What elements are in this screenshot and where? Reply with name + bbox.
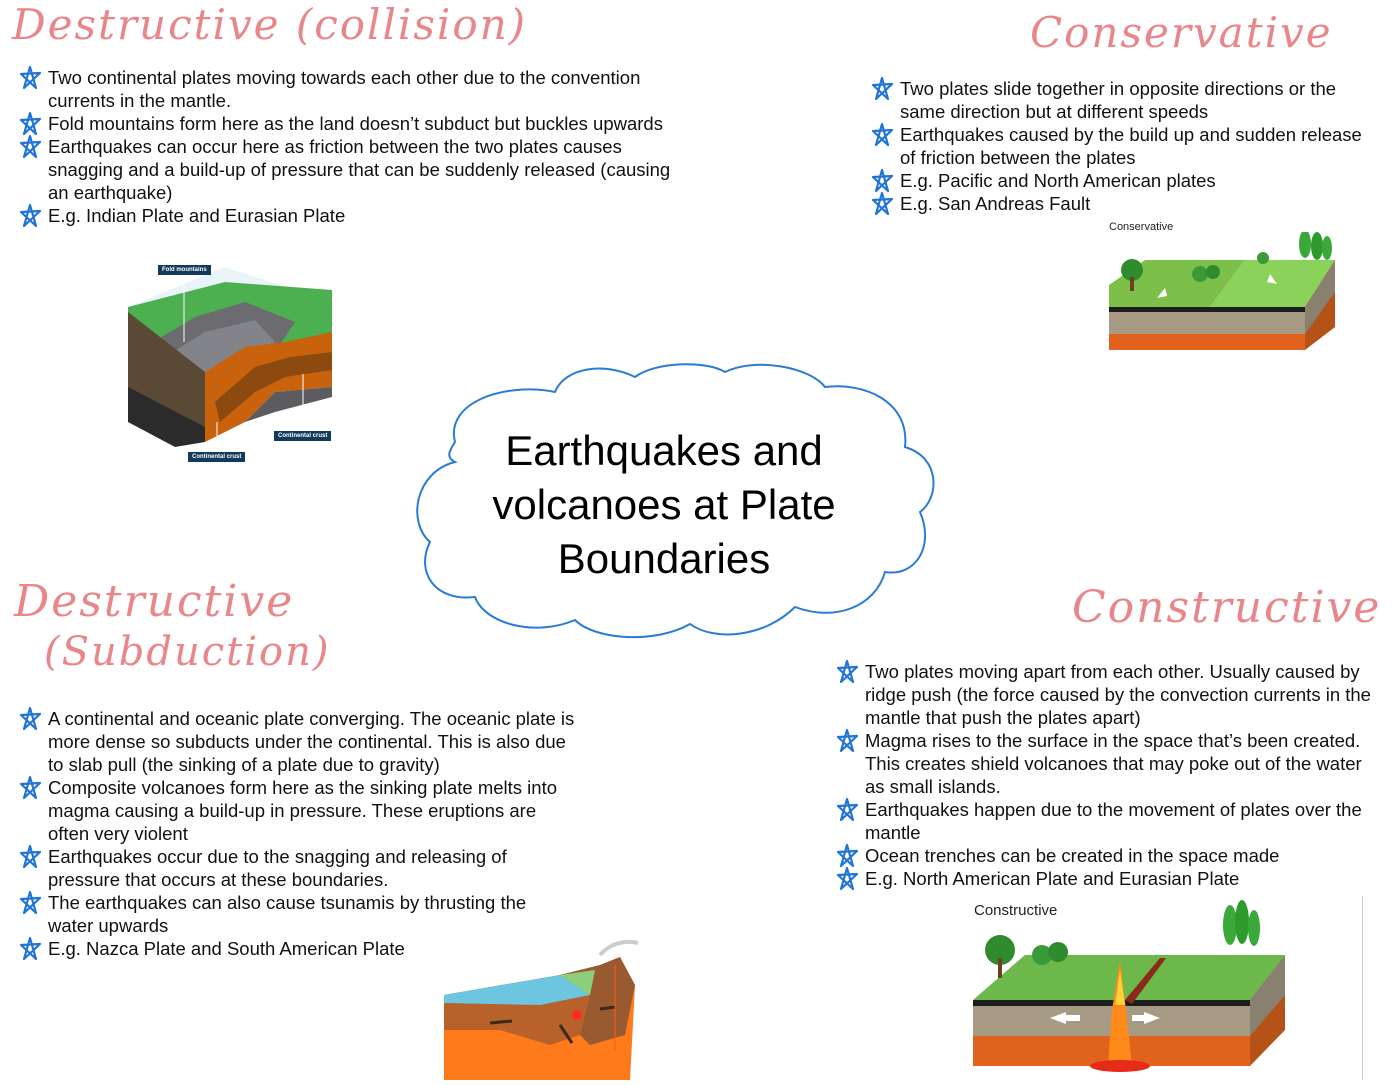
bullet-text: Two continental plates moving towards each other due to the convention currents in the mantle. bbox=[48, 67, 641, 111]
star-bullet-icon bbox=[868, 190, 896, 218]
heading-subduction-line2: (Subduction) bbox=[44, 629, 331, 675]
bullet-text: E.g. Nazca Plate and South American Plate bbox=[48, 938, 405, 959]
bullet-text: The earthquakes can also cause tsunamis by thrusting the water upwards bbox=[48, 892, 527, 936]
list-item bbox=[868, 77, 1378, 123]
constructive-boundary-diagram bbox=[970, 900, 1290, 1072]
constructive-bullets bbox=[833, 660, 1373, 890]
list-item bbox=[868, 169, 1378, 192]
star-bullet-icon bbox=[833, 796, 861, 824]
conservative-figure-caption: Conservative bbox=[1109, 221, 1174, 233]
list-item bbox=[16, 707, 576, 776]
star-bullet-icon bbox=[833, 727, 861, 755]
fold-mountains-label: Fold mountains bbox=[158, 265, 211, 275]
page-title bbox=[450, 424, 878, 586]
conservative-boundary-diagram bbox=[1105, 232, 1340, 354]
bullet-text: A continental and oceanic plate converging. The oceanic plate is more dense so subducts under the continental. This is also due to slab pull (the sinking of a plate due to gravity) bbox=[48, 708, 575, 775]
continental-crust-label: Continental crust bbox=[274, 431, 331, 441]
bullet-text: E.g. San Andreas Fault bbox=[900, 193, 1091, 214]
bullet-text: Earthquakes caused by the build up and sudden release of friction between the plates bbox=[900, 124, 1362, 168]
fold-mountains-diagram bbox=[125, 262, 335, 467]
bullet-text: Fold mountains form here as the land doesn’t subduct but buckles upwards bbox=[48, 113, 663, 134]
divider-line bbox=[1362, 896, 1363, 1080]
list-item bbox=[16, 845, 576, 891]
list-item bbox=[16, 112, 676, 135]
heading-collision: Destructive (collision) bbox=[12, 0, 528, 49]
star-bullet-icon bbox=[16, 133, 44, 161]
list-item bbox=[833, 867, 1373, 890]
constructive-figure-caption: Constructive bbox=[974, 902, 1058, 919]
bullet-text: Earthquakes happen due to the movement of plates over the mantle bbox=[865, 799, 1362, 843]
list-item bbox=[868, 123, 1378, 169]
subduction-diagram bbox=[440, 935, 640, 1080]
list-item bbox=[16, 776, 576, 845]
bullet-text: Two plates moving apart from each other. Usually caused by ridge push (the force caused by the convection currents in the mantle that push the plates apart) bbox=[865, 661, 1371, 728]
bullet-text: Composite volcanoes form here as the sinking plate melts into magma causing a build-up in pressure. These eruptions are often very violent bbox=[48, 777, 558, 844]
star-bullet-icon bbox=[868, 121, 896, 149]
bullet-text: Ocean trenches can be created in the space made bbox=[865, 845, 1280, 866]
list-item bbox=[16, 135, 676, 204]
bullet-text: E.g. Pacific and North American plates bbox=[900, 170, 1216, 191]
bullet-text: Magma rises to the surface in the space that’s been created. This creates shield volcanoes that may poke out of the water as small islands. bbox=[865, 730, 1362, 797]
list-item bbox=[16, 66, 676, 112]
star-bullet-icon bbox=[16, 705, 44, 733]
bullet-text: Two plates slide together in opposite directions or the same direction but at different speeds bbox=[900, 78, 1337, 122]
title-line: Boundaries bbox=[557, 535, 771, 582]
list-item bbox=[833, 844, 1373, 867]
list-item bbox=[833, 798, 1373, 844]
bullet-text: E.g. North American Plate and Eurasian Plate bbox=[865, 868, 1240, 889]
title-line: volcanoes at Plate bbox=[492, 481, 836, 528]
heading-subduction-line1: Destructive bbox=[14, 576, 295, 627]
star-bullet-icon bbox=[16, 889, 44, 917]
star-bullet-icon bbox=[16, 64, 44, 92]
list-item bbox=[16, 891, 576, 937]
conservative-bullets bbox=[868, 77, 1378, 215]
list-item bbox=[16, 204, 676, 227]
star-bullet-icon bbox=[16, 843, 44, 871]
star-bullet-icon bbox=[16, 202, 44, 230]
title-line: Earthquakes and bbox=[505, 427, 823, 474]
star-bullet-icon bbox=[16, 935, 44, 963]
star-bullet-icon bbox=[833, 658, 861, 686]
star-bullet-icon bbox=[833, 865, 861, 893]
list-item bbox=[833, 729, 1373, 798]
bullet-text: E.g. Indian Plate and Eurasian Plate bbox=[48, 205, 346, 226]
star-bullet-icon bbox=[868, 75, 896, 103]
heading-constructive: Constructive bbox=[1072, 582, 1382, 633]
heading-conservative: Conservative bbox=[1030, 8, 1333, 57]
bullet-text: Earthquakes occur due to the snagging and releasing of pressure that occurs at these boundaries. bbox=[48, 846, 507, 890]
list-item bbox=[868, 192, 1378, 215]
list-item bbox=[833, 660, 1373, 729]
star-bullet-icon bbox=[16, 774, 44, 802]
continental-crust-label: Continental crust bbox=[188, 452, 245, 462]
subduction-bullets bbox=[16, 707, 576, 960]
collision-bullets bbox=[16, 66, 676, 227]
bullet-text: Earthquakes can occur here as friction between the two plates causes snagging and a build-up of pressure that can be suddenly released (causing an earthquake) bbox=[48, 136, 671, 203]
